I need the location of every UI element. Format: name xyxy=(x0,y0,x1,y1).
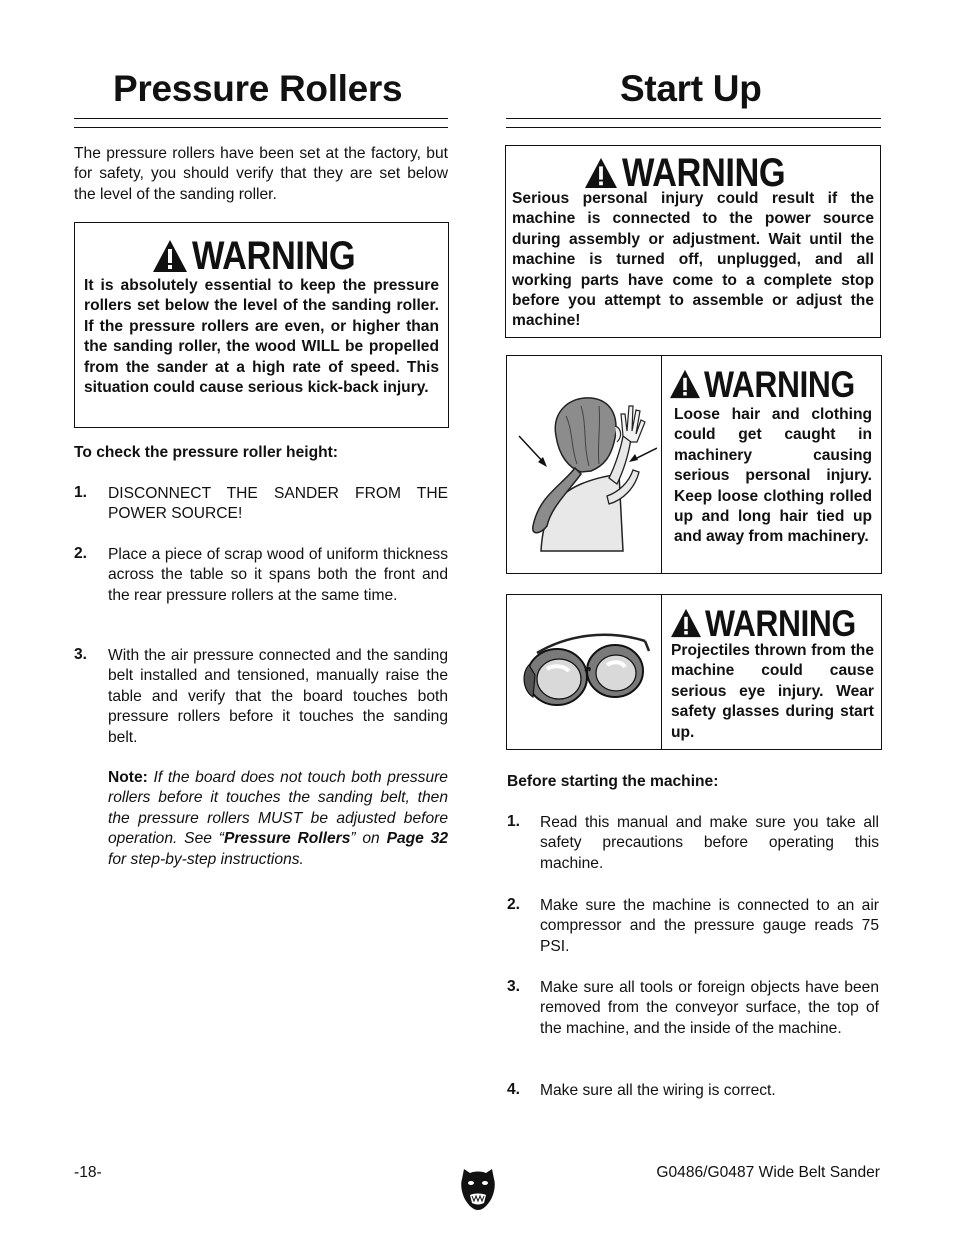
panel-divider xyxy=(661,356,662,573)
step-number: 3. xyxy=(74,646,88,663)
warning-triangle-icon xyxy=(669,369,701,399)
step-number: 4. xyxy=(507,1081,521,1098)
title-rule xyxy=(74,118,448,119)
step-text: With the air pressure connected and the sanding belt installed and tensioned, manually raise the table and verify that the board touches both pressure rollers before it touches the sanding belt. xyxy=(108,647,448,746)
warning-box-pressure-rollers xyxy=(74,222,449,428)
note-page-ref: Page 32 xyxy=(386,830,448,848)
title-rule-thin xyxy=(506,127,881,128)
warning-label: WARNING xyxy=(191,234,355,278)
note-label: Note: xyxy=(108,769,148,786)
step-number: 2. xyxy=(507,896,521,913)
step-number: 1. xyxy=(74,484,88,501)
warning-header xyxy=(667,603,877,643)
warning-triangle-icon xyxy=(584,157,618,189)
check-heading: To check the pressure roller height: xyxy=(74,444,339,461)
warning-box-loose-hair xyxy=(506,355,882,574)
warning-triangle-icon xyxy=(670,608,702,638)
step-text: Place a piece of scrap wood of uniform thickness across the table so it spans both the front and the rear pressure rollers at the same time. xyxy=(108,546,448,604)
step-number: 1. xyxy=(507,813,521,830)
footer-model: G0486/G0487 Wide Belt Sander xyxy=(656,1164,880,1181)
warning-label: WARNING xyxy=(703,363,855,405)
warning-triangle-icon xyxy=(152,239,188,273)
intro-paragraph: The pressure rollers have been set at the factory, but for safety, you should verify that they are set below the level of the sanding roller. xyxy=(74,145,448,203)
step-text: Make sure the machine is connected to an air compressor and the pressure gauge reads 75 PSI. xyxy=(540,897,879,955)
step-number: 3. xyxy=(507,978,521,995)
warning-text: It is absolutely essential to keep the pressure rollers set below the level of the sanding roller. If the pressure rollers are even, or higher than the sanding roller, the wood WILL be propelled from the sander at a high rate of speed. This situation could cause serious kick-back injury. xyxy=(84,277,439,397)
warning-text: Serious personal injury could result if the machine is connected to the power source during assembly or adjustment. Wait until the machine is turned off, unplugged, and all working parts have come to a complete stop before you attempt to assemble or adjust the machine! xyxy=(512,190,874,330)
long-hair-hazard-illustration-icon xyxy=(511,376,657,556)
page-number: -18- xyxy=(74,1164,102,1181)
warning-box-power-source xyxy=(505,145,881,338)
bear-head-logo-icon xyxy=(458,1165,498,1211)
section-title-pressure-rollers: Pressure Rollers xyxy=(113,68,403,109)
warning-box-eye-protection xyxy=(506,594,882,750)
warning-header xyxy=(75,235,448,277)
warning-text: Projectiles thrown from the machine could cause serious eye injury. Wear safety glasses during start up. xyxy=(671,642,874,741)
warning-text: Loose hair and clothing could get caught in machinery causing serious personal injury. Keep loose clothing rolled up and long hair tied up and away from machinery. xyxy=(674,406,872,546)
title-rule xyxy=(506,118,881,119)
section-title-start-up: Start Up xyxy=(620,68,762,109)
warning-header xyxy=(506,152,880,194)
warning-header xyxy=(667,364,875,404)
warning-label: WARNING xyxy=(704,602,856,644)
note-text: for step-by-step instructions. xyxy=(108,850,304,868)
note-text: If the board does not touch both pressure rollers before it touches the sanding belt, then the pressure rollers MUST be adjusted before operation. See “ xyxy=(108,769,448,848)
note-text: ” on xyxy=(350,830,387,848)
step-text: Read this manual and make sure you take all safety precautions before operating this machine. xyxy=(540,814,879,872)
warning-label: WARNING xyxy=(622,151,786,195)
note-ref: Pressure Rollers xyxy=(223,830,351,848)
safety-glasses-illustration-icon xyxy=(517,625,653,715)
title-rule-thin xyxy=(74,127,448,128)
step-text: Make sure all tools or foreign objects have been removed from the conveyor surface, the top of the machine, and the inside of the machine. xyxy=(540,979,879,1037)
panel-divider xyxy=(661,595,662,749)
note-paragraph xyxy=(108,768,448,870)
before-heading: Before starting the machine: xyxy=(507,773,719,790)
step-text: Make sure all the wiring is correct. xyxy=(540,1082,776,1099)
step-text: DISCONNECT THE SANDER FROM THE POWER SOURCE! xyxy=(108,485,448,523)
step-number: 2. xyxy=(74,545,88,562)
